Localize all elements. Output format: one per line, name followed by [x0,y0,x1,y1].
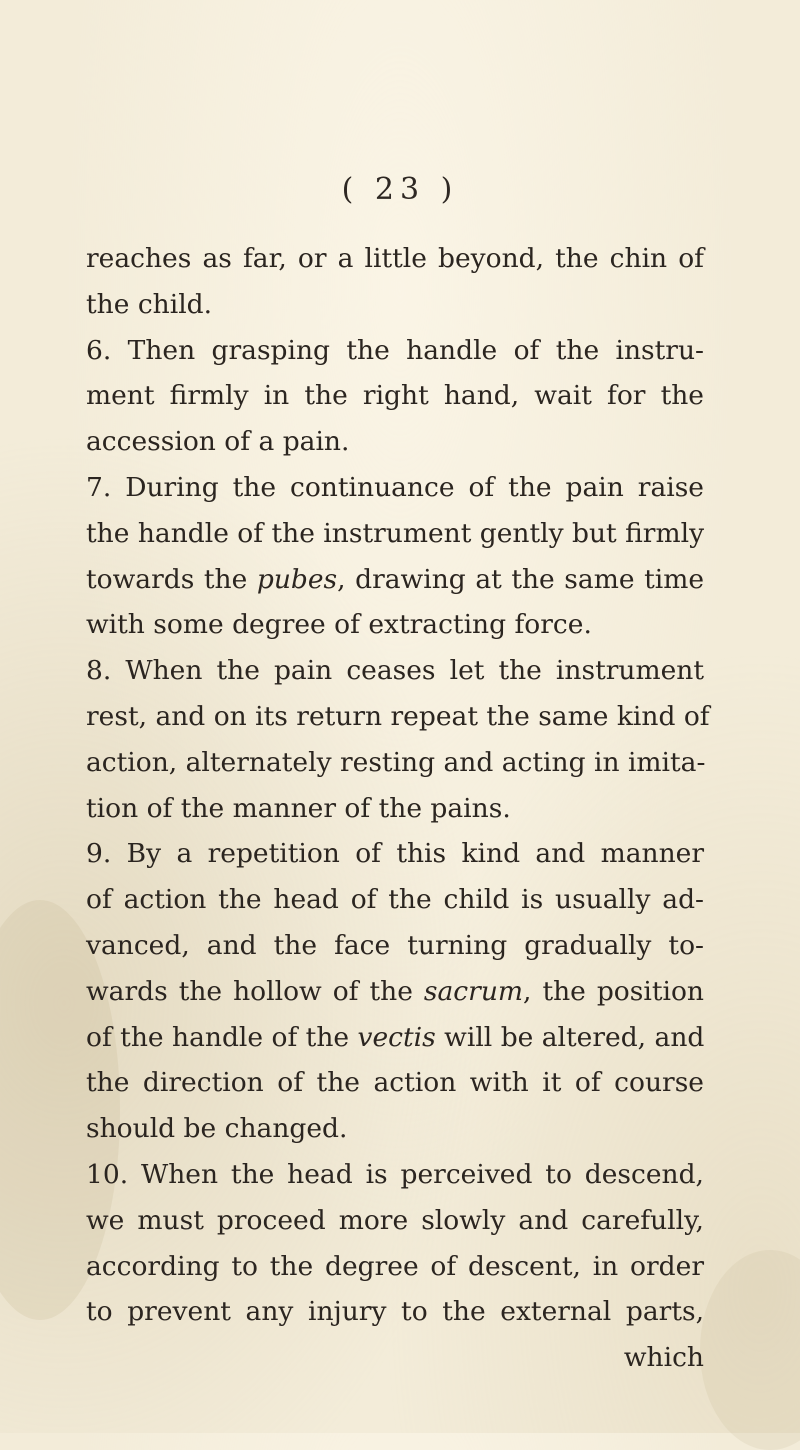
page-body-text [86,236,710,1381]
text-segment: rest, and on its return repeat the same kind of [86,700,710,732]
text-line [86,419,704,465]
text-segment: the direction of the action with it of course [86,1067,704,1099]
text-line [86,1335,704,1381]
text-line [86,1015,704,1061]
text-line [86,1198,704,1244]
text-segment: 7. During the continuance of the pain raise [86,471,704,503]
text-segment: action, alternately resting and acting in imita- [86,746,706,778]
text-line [86,1244,704,1290]
text-segment: , the position [523,975,704,1007]
text-line [86,923,704,969]
text-line [86,694,710,740]
text-segment: 9. By a repetition of this kind and manner [86,838,704,870]
text-segment: , drawing at the same time [337,563,705,595]
text-segment: will be altered, and [435,1021,705,1053]
text-segment: with some degree of extracting force. [86,609,592,641]
text-segment: vanced, and the face turning gradually to- [86,929,704,961]
text-line [86,1060,704,1106]
text-line [86,1152,704,1198]
text-segment: ment firmly in the right hand, wait for the [86,380,704,412]
text-segment: which [623,1342,704,1374]
text-segment: according to the degree of descent, in order [86,1250,704,1282]
text-segment: reaches as far, or a little beyond, the chin of [86,243,704,274]
text-line [86,648,704,694]
text-segment: towards the [86,563,257,595]
text-line [86,557,704,603]
paper-stain [700,1250,800,1450]
italic-term: vectis [357,1021,436,1053]
text-segment: to prevent any injury to the external parts, [86,1296,704,1328]
text-segment: wards the hollow of the [86,975,424,1007]
text-line [86,877,704,923]
text-line [86,328,704,374]
text-segment: we must proceed more slowly and carefully, [86,1204,704,1236]
page-number: ( 23 ) [341,172,459,207]
text-line [86,373,704,419]
text-segment: accession of a pain. [86,426,350,458]
text-line [86,1106,704,1152]
text-line [86,969,704,1015]
text-segment: the child. [86,288,213,320]
text-line [86,786,704,832]
text-line [86,831,704,877]
text-segment: 6. Then grasping the handle of the instru- [86,334,704,366]
text-segment: of the handle of the [86,1021,358,1053]
text-segment: the handle of the instrument gently but firmly [86,517,705,549]
text-line [86,1289,704,1335]
text-line [86,511,704,557]
text-segment: should be changed. [86,1113,348,1145]
text-line [86,465,704,511]
text-segment: of action the head of the child is usually ad- [86,884,704,916]
text-segment: tion of the manner of the pains. [86,792,511,824]
text-line [86,602,704,648]
italic-term: sacrum [423,975,524,1007]
text-line [86,282,704,328]
text-line [86,740,704,786]
text-segment: 8. When the pain ceases let the instrument [86,655,704,687]
italic-term: pubes [256,563,338,595]
text-segment: 10. When the head is perceived to descend, [86,1158,704,1190]
text-line [86,236,704,282]
